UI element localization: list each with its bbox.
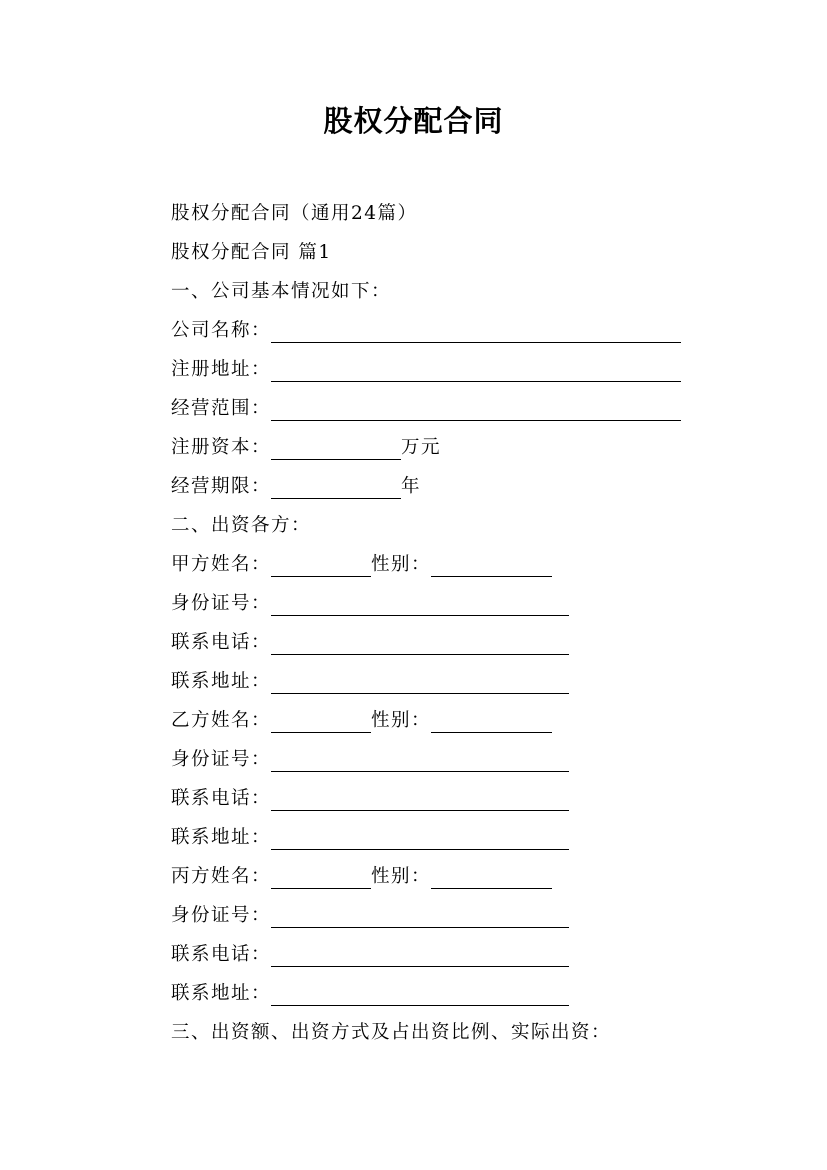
party-a-gender-blank[interactable]	[431, 556, 552, 577]
section-heading-1	[171, 271, 731, 310]
party-a-id-row	[171, 583, 731, 622]
party-c-phone-blank[interactable]	[271, 946, 569, 967]
term-label: 经营期限：	[171, 476, 272, 497]
party-c-id-row	[171, 895, 731, 934]
party-b-phone-row	[171, 778, 731, 817]
party-c-id-blank[interactable]	[271, 907, 569, 928]
party-b-gender-blank[interactable]	[431, 712, 552, 733]
party-b-name-row	[171, 700, 731, 739]
term-row	[171, 466, 731, 505]
subtitle-text: 股权分配合同（通用24篇）	[171, 203, 418, 224]
reg-capital-blank[interactable]	[271, 439, 401, 460]
party-a-phone-row	[171, 622, 731, 661]
document-subtitle	[171, 193, 731, 232]
party-a-phone-blank[interactable]	[271, 634, 569, 655]
section-1-text: 一、公司基本情况如下：	[171, 281, 392, 302]
party-c-gender-label: 性别：	[371, 866, 432, 887]
document-title: 股权分配合同	[323, 104, 504, 138]
business-scope-blank[interactable]	[271, 400, 681, 421]
party-c-address-row	[171, 973, 731, 1012]
party-a-name-blank[interactable]	[271, 556, 371, 577]
reg-address-label: 注册地址：	[171, 359, 272, 380]
section-3-text: 三、出资额、出资方式及占出资比例、实际出资：	[171, 1022, 612, 1043]
company-name-label: 公司名称：	[171, 320, 272, 341]
party-a-address-row	[171, 661, 731, 700]
part-heading-text: 股权分配合同 篇1	[171, 242, 332, 263]
party-a-name-label: 甲方姓名：	[171, 554, 272, 575]
term-blank[interactable]	[271, 478, 401, 499]
party-c-name-blank[interactable]	[271, 868, 371, 889]
party-b-id-label: 身份证号：	[171, 749, 272, 770]
party-c-phone-label: 联系电话：	[171, 944, 272, 965]
party-c-name-label: 丙方姓名：	[171, 866, 272, 887]
party-b-gender-label: 性别：	[371, 710, 432, 731]
party-a-phone-label: 联系电话：	[171, 632, 272, 653]
reg-capital-row	[171, 427, 731, 466]
party-b-name-label: 乙方姓名：	[171, 710, 272, 731]
party-a-id-blank[interactable]	[271, 595, 569, 616]
party-b-address-row	[171, 817, 731, 856]
party-a-address-blank[interactable]	[271, 673, 569, 694]
part-heading	[171, 232, 731, 271]
party-b-phone-blank[interactable]	[271, 790, 569, 811]
party-a-gender-label: 性别：	[371, 554, 432, 575]
business-scope-row	[171, 388, 731, 427]
party-b-id-row	[171, 739, 731, 778]
party-b-phone-label: 联系电话：	[171, 788, 272, 809]
party-a-name-row	[171, 544, 731, 583]
reg-address-blank[interactable]	[271, 361, 681, 382]
section-2-text: 二、出资各方：	[171, 515, 312, 536]
reg-capital-unit: 万元	[401, 437, 442, 458]
reg-capital-label: 注册资本：	[171, 437, 272, 458]
document-body	[171, 193, 731, 1051]
party-c-phone-row	[171, 934, 731, 973]
business-scope-label: 经营范围：	[171, 398, 272, 419]
party-c-address-label: 联系地址：	[171, 983, 272, 1004]
section-heading-2	[171, 505, 731, 544]
party-c-id-label: 身份证号：	[171, 905, 272, 926]
party-c-name-row	[171, 856, 731, 895]
section-heading-3	[171, 1012, 731, 1051]
party-c-gender-blank[interactable]	[431, 868, 552, 889]
party-b-name-blank[interactable]	[271, 712, 371, 733]
party-c-address-blank[interactable]	[271, 985, 569, 1006]
party-b-address-blank[interactable]	[271, 829, 569, 850]
reg-address-row	[171, 349, 731, 388]
term-unit: 年	[401, 476, 422, 497]
company-name-row	[171, 310, 731, 349]
party-b-address-label: 联系地址：	[171, 827, 272, 848]
party-a-address-label: 联系地址：	[171, 671, 272, 692]
party-b-id-blank[interactable]	[271, 751, 569, 772]
company-name-blank[interactable]	[271, 322, 681, 343]
party-a-id-label: 身份证号：	[171, 593, 272, 614]
